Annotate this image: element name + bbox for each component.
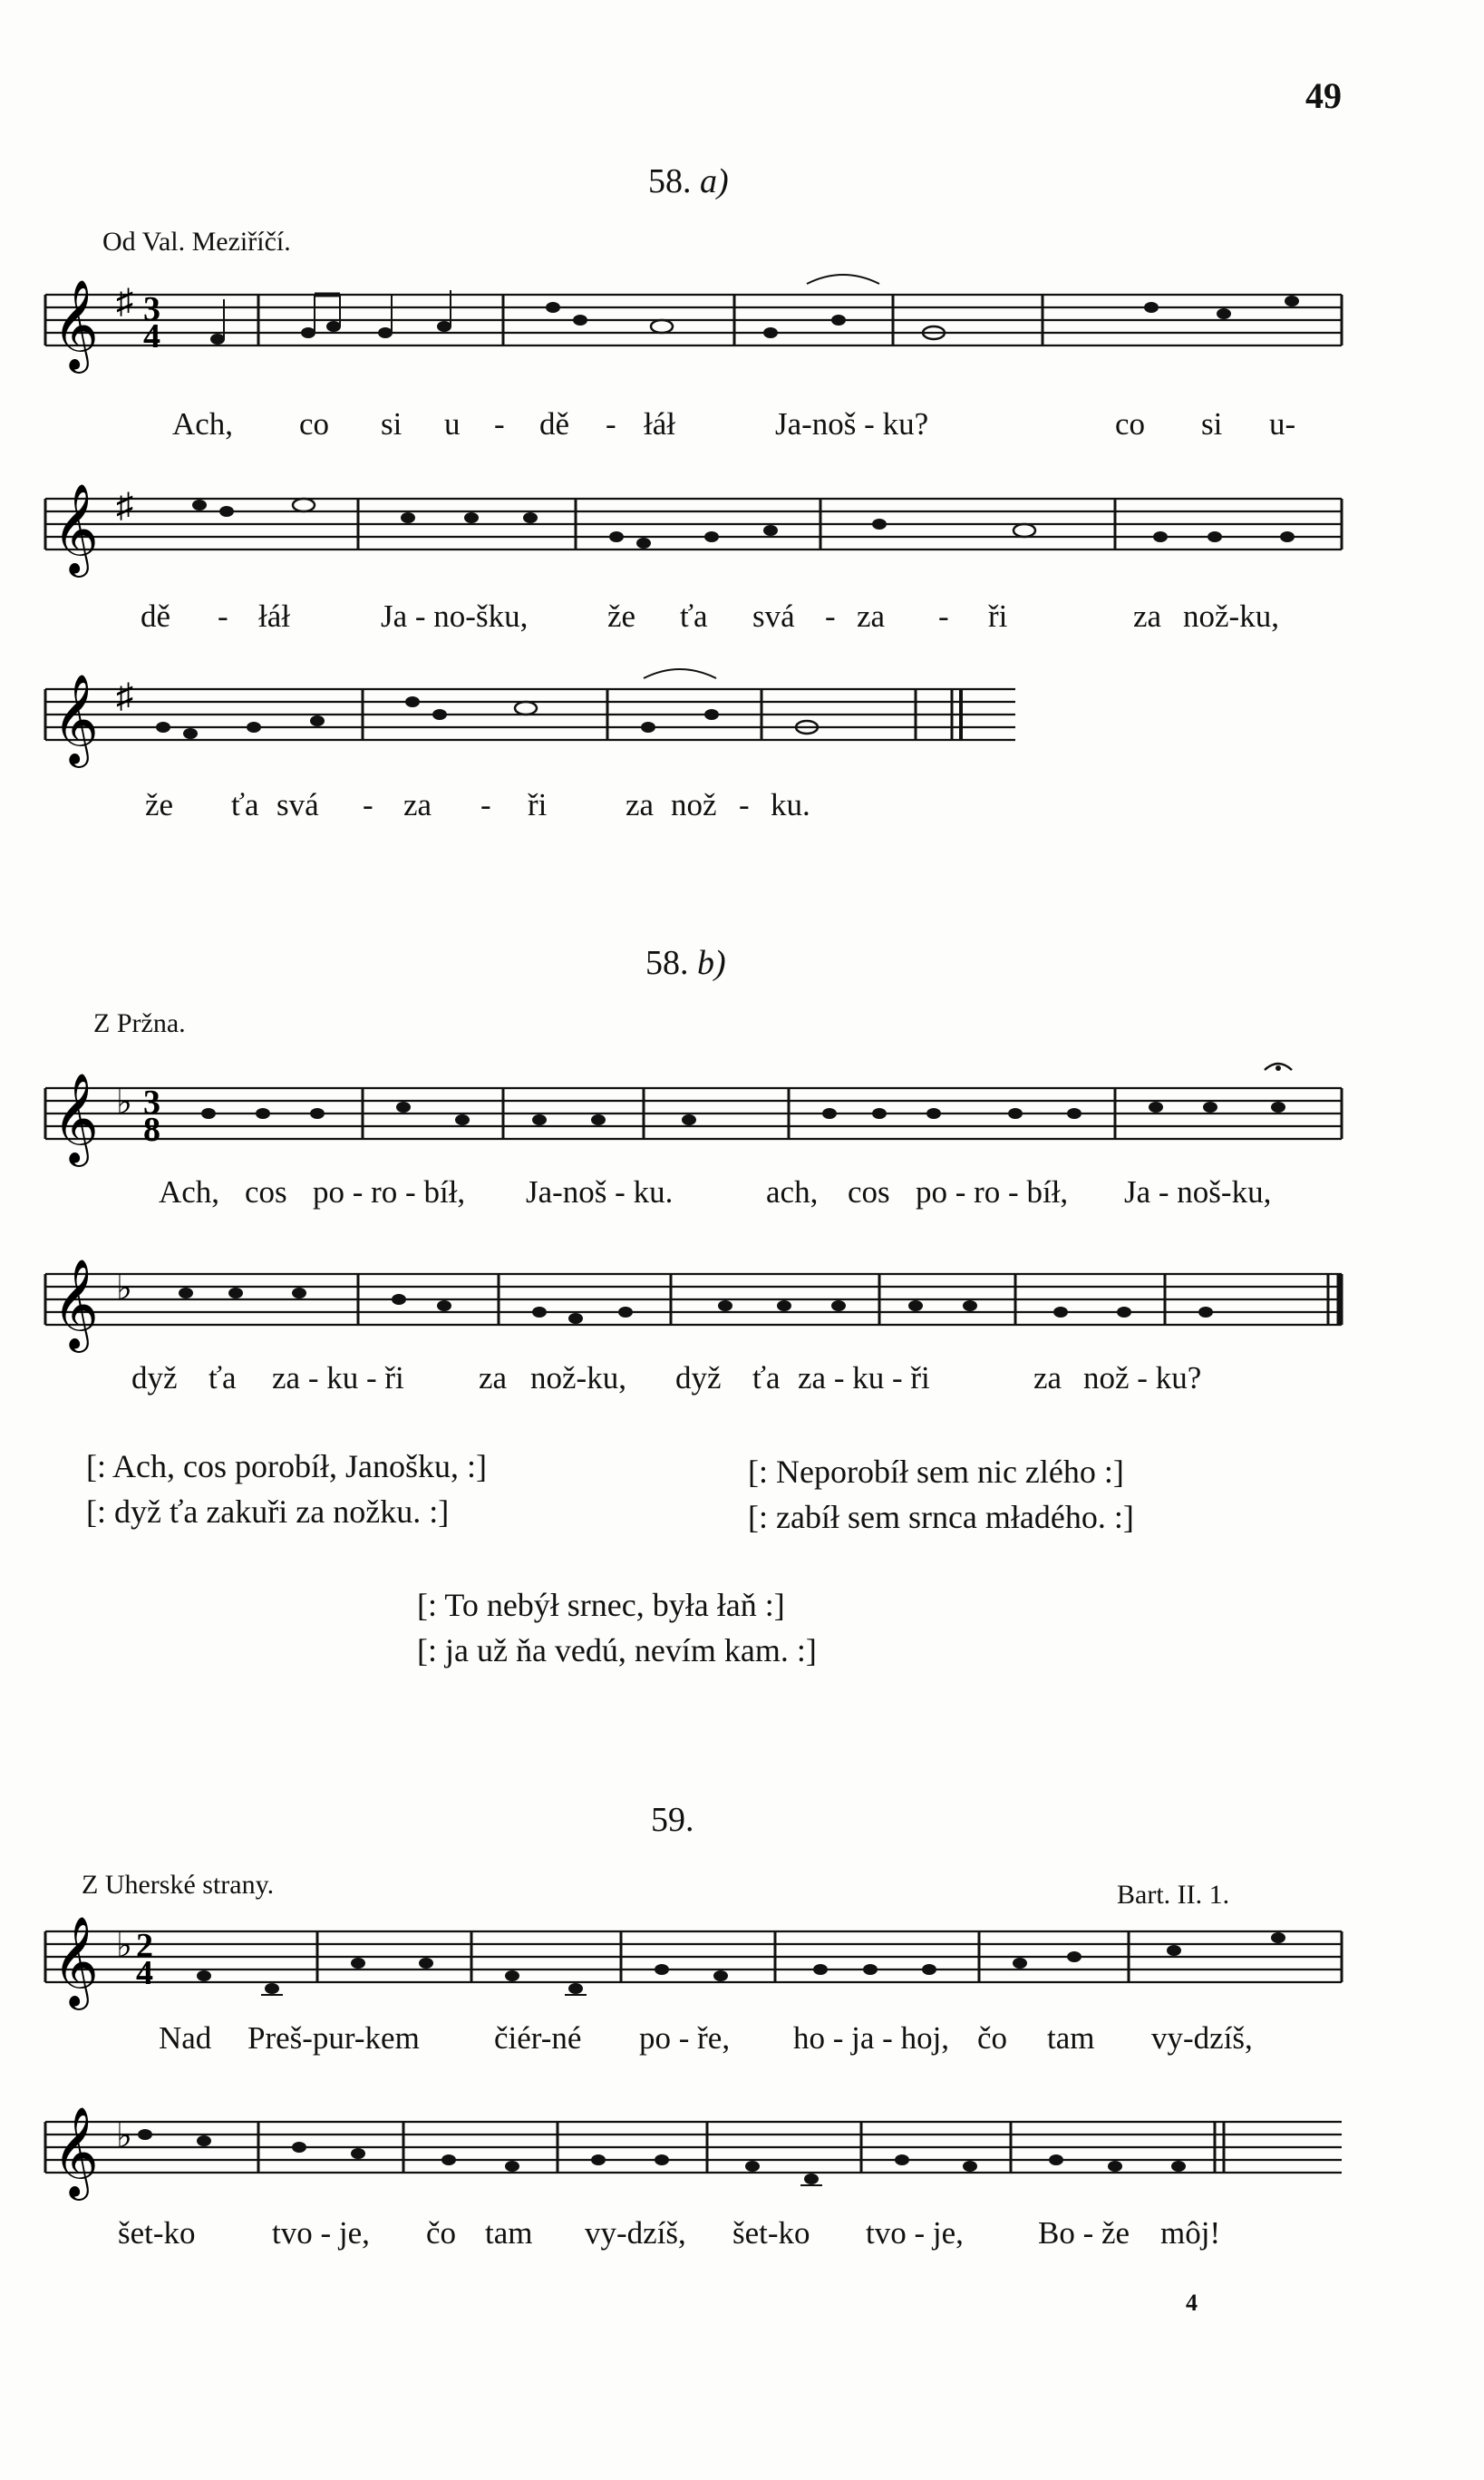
lyric-syllable: dě xyxy=(141,598,171,634)
lyric-syllable: nož-ku, xyxy=(1183,598,1279,634)
lyric-syllable: Ja-noš - ku. xyxy=(526,1174,674,1210)
lyric-syllable: za xyxy=(479,1360,508,1396)
lyric-syllable: svá xyxy=(752,598,795,634)
lyric-syllable: Ja - no-šku, xyxy=(381,598,529,634)
treble-clef: 𝄞 xyxy=(53,1918,99,2005)
lyric-syllable: - xyxy=(363,787,373,822)
lyric-syllable: za xyxy=(1133,598,1162,634)
lyric-syllable: Ach, xyxy=(172,406,234,442)
key-signature: ♯ xyxy=(116,677,133,715)
lyric-syllable: šet-ko xyxy=(732,2215,810,2251)
lyric-syllable: tam xyxy=(485,2215,533,2251)
song-origin: Z Uherské strany. xyxy=(82,1870,275,1900)
music-staff xyxy=(45,662,1015,771)
lyric-syllable: nož - ku? xyxy=(1083,1360,1202,1396)
key-signature: ♯ xyxy=(116,283,133,321)
verse-line: [: dyž ťa zakuři za nožku. :] xyxy=(86,1493,450,1530)
lyric-syllable: môj! xyxy=(1160,2215,1221,2251)
lyric-syllable: co xyxy=(299,406,330,442)
lyric-syllable: - xyxy=(480,787,491,822)
music-staff xyxy=(45,1061,1342,1170)
lyric-syllable: si xyxy=(1201,406,1223,442)
lyric-syllable: u- xyxy=(1269,406,1296,442)
song-number: 58. xyxy=(648,162,692,200)
lyric-syllable: cos xyxy=(848,1174,890,1210)
treble-clef: 𝄞 xyxy=(53,2108,99,2195)
lyric-syllable: dě xyxy=(539,406,570,442)
lyric-syllable: ťa xyxy=(680,598,708,634)
lyric-syllable: svá xyxy=(276,787,319,822)
signature-mark: 4 xyxy=(1186,2290,1198,2316)
lyric-syllable: tvo - je, xyxy=(272,2215,370,2251)
lyric-syllable: dyž xyxy=(131,1360,178,1396)
treble-clef: 𝄞 xyxy=(53,485,99,572)
music-staff xyxy=(45,472,1342,580)
lyric-syllable: že xyxy=(145,787,174,822)
song-title-59: 59. xyxy=(651,1801,694,1839)
lyric-syllable: za xyxy=(857,598,886,634)
song-title-58a xyxy=(648,161,729,201)
song-number: 58. xyxy=(645,944,689,982)
verse-line: [: To nebýł srnec, była łaň :] xyxy=(417,1587,785,1623)
lyric-syllable: Ach, xyxy=(159,1174,220,1210)
notes xyxy=(197,1932,1285,1995)
lyric-syllable: łáł xyxy=(644,406,675,442)
time-signature-top: 2 xyxy=(136,1927,153,1965)
key-signature: ♭ xyxy=(116,1269,132,1308)
music-staff xyxy=(45,2095,1342,2203)
time-signature-bottom: 4 xyxy=(143,317,160,355)
lyric-syllable: za xyxy=(403,787,432,822)
lyric-syllable: čiér-né xyxy=(494,2020,582,2056)
time-signature-bottom: 4 xyxy=(136,1954,153,1992)
lyric-syllable: že xyxy=(607,598,636,634)
lyric-syllable: ach, xyxy=(766,1174,819,1210)
treble-clef: 𝄞 xyxy=(53,676,99,763)
key-signature: ♭ xyxy=(116,1084,132,1122)
lyric-syllable: za xyxy=(626,787,655,822)
lyric-syllable: u xyxy=(444,406,461,442)
notes xyxy=(138,2129,1186,2185)
key-signature: ♯ xyxy=(116,487,133,525)
song-origin: Od Val. Meziříčí. xyxy=(102,227,291,257)
lyric-syllable: - xyxy=(494,406,505,442)
verse-line: [: ja už ňa vedú, nevím kam. :] xyxy=(417,1632,817,1668)
lyric-syllable: Bo - že xyxy=(1038,2215,1130,2251)
lyric-syllable: ku. xyxy=(771,787,810,822)
lyric-syllable: Ja - noš-ku, xyxy=(1124,1174,1272,1210)
time-signature-top: 3 xyxy=(143,1084,160,1122)
lyric-syllable: co xyxy=(1115,406,1146,442)
song-origin: Z Pržna. xyxy=(93,1008,186,1038)
lyric-syllable: - xyxy=(218,598,228,634)
lyric-syllable: čo xyxy=(426,2215,457,2251)
lyric-syllable: vy-dzíš, xyxy=(585,2215,686,2251)
lyric-syllable: si xyxy=(381,406,403,442)
lyric-syllable: ho - ja - hoj, xyxy=(793,2020,950,2056)
lyric-syllable: - xyxy=(606,406,616,442)
lyric-syllable: ťa xyxy=(231,787,259,822)
lyric-syllable: čo xyxy=(977,2020,1008,2056)
music-staff xyxy=(45,1247,1342,1356)
verse-line: [: Ach, cos porobíł, Janošku, :] xyxy=(86,1448,487,1484)
lyric-syllable: za - ku - ři xyxy=(272,1360,404,1396)
music-staff xyxy=(45,267,1342,376)
time-signature-top: 3 xyxy=(143,290,160,328)
treble-clef: 𝄞 xyxy=(53,281,99,368)
notes xyxy=(179,1288,1213,1324)
treble-clef: 𝄞 xyxy=(53,1075,99,1162)
song-variant: a) xyxy=(700,162,729,200)
treble-clef: 𝄞 xyxy=(53,1260,99,1347)
key-signature: ♭ xyxy=(116,1927,132,1965)
lyric-syllable: šet-ko xyxy=(118,2215,196,2251)
verse-line: [: Neporobíł sem nic zlého :] xyxy=(748,1454,1124,1490)
lyric-syllable: łáł xyxy=(258,598,290,634)
lyric-syllable: nož xyxy=(671,787,717,822)
lyric-syllable: ťa xyxy=(752,1360,781,1396)
lyric-syllable: - xyxy=(938,598,949,634)
notes xyxy=(156,669,818,739)
lyric-syllable: Ja-noš - ku? xyxy=(775,406,929,442)
lyric-syllable: dyž xyxy=(675,1360,722,1396)
lyric-syllable: - xyxy=(739,787,750,822)
lyric-syllable: cos xyxy=(245,1174,287,1210)
time-signature-bottom: 8 xyxy=(143,1111,160,1149)
lyric-syllable: ři xyxy=(988,598,1008,634)
lyric-syllable: - xyxy=(825,598,836,634)
lyric-syllable: po - ře, xyxy=(639,2020,731,2056)
lyric-syllable: po - ro - bíł, xyxy=(313,1174,466,1210)
lyric-syllable: Preš-pur-kem xyxy=(247,2020,420,2056)
key-signature: ♭ xyxy=(116,2117,132,2155)
song-title-58b xyxy=(645,943,726,983)
source-reference: Bart. II. 1. xyxy=(1117,1880,1230,1910)
verse-block xyxy=(86,1444,487,1534)
verse-line: [: zabíł sem srnca mładého. :] xyxy=(748,1499,1134,1535)
lyric-syllable: Nad xyxy=(159,2020,212,2056)
lyric-syllable: za xyxy=(1033,1360,1062,1396)
music-staff xyxy=(45,1904,1342,2013)
lyric-syllable: vy-dzíš, xyxy=(1151,2020,1253,2056)
lyric-syllable: nož-ku, xyxy=(530,1360,626,1396)
lyric-syllable: po - ro - bíł, xyxy=(916,1174,1069,1210)
lyric-syllable: tvo - je, xyxy=(866,2215,964,2251)
verse-block xyxy=(748,1449,1134,1540)
lyric-syllable: tam xyxy=(1047,2020,1095,2056)
lyric-syllable: ťa xyxy=(209,1360,237,1396)
notes xyxy=(201,1064,1292,1125)
page-number: 49 xyxy=(1305,75,1342,116)
lyric-syllable: za - ku - ři xyxy=(798,1360,930,1396)
verse-block xyxy=(417,1582,817,1673)
lyric-syllable: ři xyxy=(528,787,548,822)
song-variant: b) xyxy=(697,944,726,982)
notes xyxy=(210,275,1299,345)
